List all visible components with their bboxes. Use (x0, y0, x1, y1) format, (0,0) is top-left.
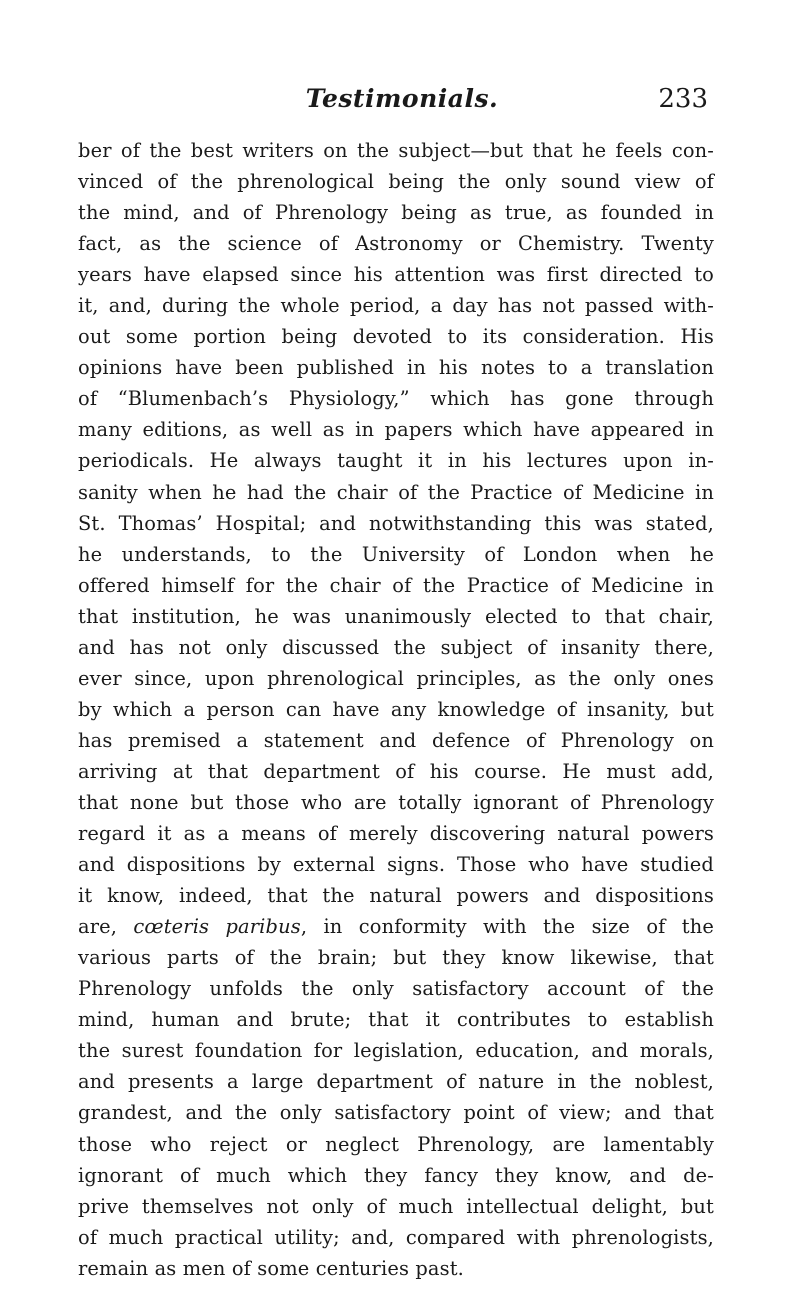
text-line: those who reject or neglect Phrenology, are lamentably (78, 1132, 714, 1156)
text-line: regard it as a means of merely discovering natural powers (78, 822, 714, 846)
text-line: and has not only discussed the subject of insanity there, (78, 635, 714, 659)
text-line: sanity when he had the chair of the Practice of Medicine in (78, 480, 714, 504)
text-line: the mind, and of Phrenology being as true, as founded in (78, 201, 714, 225)
page-number: 233 (658, 84, 708, 114)
text-line: it know, indeed, that the natural powers and dispositions (78, 884, 714, 908)
text-line: offered himself for the chair of the Practice of Medicine in (78, 573, 714, 597)
text-line: periodicals. He always taught it in his lectures upon in- (78, 449, 714, 473)
text-line: various parts of the brain; but they know likewise, that (78, 946, 714, 970)
text-line: ever since, upon phrenological principles, as the only ones (78, 666, 714, 690)
text-line: ignorant of much which they fancy they know, and de- (78, 1163, 714, 1187)
text-line: St. Thomas’ Hospital; and notwithstanding this was stated, (78, 511, 714, 535)
text-line: vinced of the phrenological being the only sound view of (78, 170, 714, 194)
latin-phrase: cœteris paribus (133, 915, 301, 939)
text-line: out some portion being devoted to its consideration. His (78, 325, 714, 349)
text-line: of “Blumenbach’s Physiology,” which has gone through (78, 387, 714, 411)
text-line-last: remain as men of some centuries past. (78, 1256, 464, 1280)
text-line: that none but those who are totally ignorant of Phrenology (78, 790, 714, 814)
text-line: has premised a statement and defence of Phrenology on (78, 728, 714, 752)
text-line: many editions, as well as in papers which have appeared in (78, 418, 714, 442)
text-line: and presents a large department of nature in the noblest, (78, 1070, 714, 1094)
text-line-italic-phrase (78, 911, 714, 942)
text-line: by which a person can have any knowledge of insanity, but (78, 697, 714, 721)
text-segment: , in conformity with the size of the (300, 915, 714, 939)
text-line: mind, human and brute; that it contributes to establish (78, 1008, 714, 1032)
text-line: Phrenology unfolds the only satisfactory account of the (78, 977, 714, 1001)
running-head (96, 84, 708, 118)
text-line: he understands, to the University of London when he (78, 542, 714, 566)
text-line: ber of the best writers on the subject—but that he feels con- (78, 139, 714, 162)
text-line: arriving at that department of his course. He must add, (78, 759, 714, 783)
text-line: prive themselves not only of much intellectual delight, but (78, 1194, 714, 1218)
running-title: Testimonials. (305, 84, 499, 113)
text-line: opinions have been published in his notes to a translation (78, 356, 714, 380)
text-line: years have elapsed since his attention was first directed to (78, 263, 714, 287)
text-segment: are, (78, 915, 134, 939)
text-line: the surest foundation for legislation, education, and morals, (78, 1039, 714, 1063)
text-line: of much practical utility; and, compared with phrenologists, (78, 1225, 714, 1249)
text-line: fact, as the science of Astronomy or Chemistry. Twenty (78, 232, 714, 256)
text-line: that institution, he was unanimously elected to that chair, (78, 604, 714, 628)
body-text (78, 135, 714, 1284)
text-line: and dispositions by external signs. Those who have studied (78, 853, 714, 877)
text-line: it, and, during the whole period, a day has not passed with- (78, 294, 714, 318)
text-line: grandest, and the only satisfactory point of view; and that (78, 1101, 714, 1125)
